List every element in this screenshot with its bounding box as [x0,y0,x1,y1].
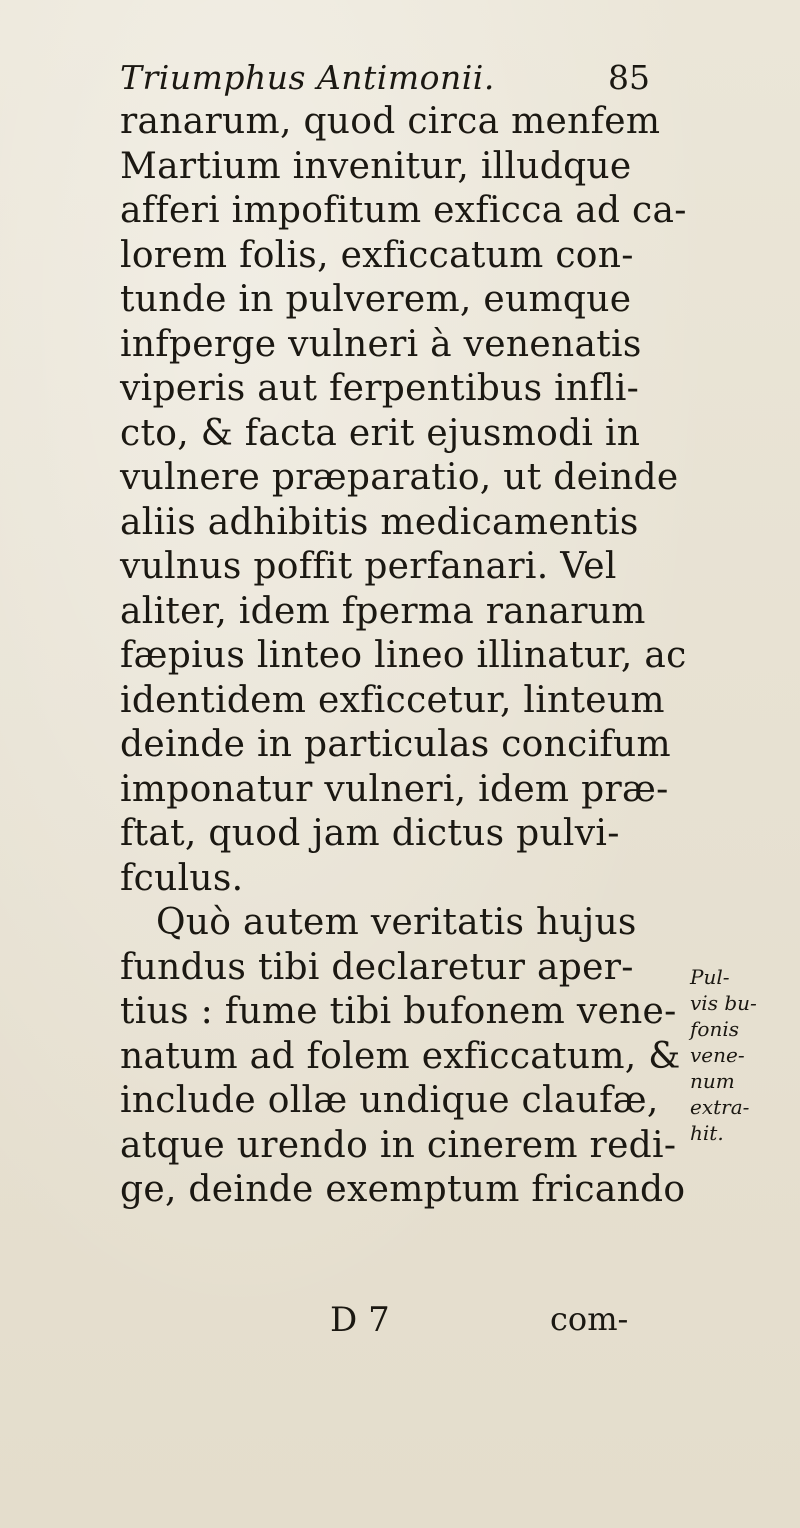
marginal-note-line: Pul- [690,965,730,989]
text-line: atque urendo in cinerem redi- [120,1124,677,1166]
text-line: tius : fume tibi bufonem vene- [120,991,677,1032]
text-line: ranarum, quod circa menfem [120,101,661,142]
text-line: cto, & facta erit ejusmodi in [120,412,641,454]
marginal-note-line: vene- [690,1043,745,1067]
marginal-note-line: hit. [690,1121,724,1145]
marginal-note [690,964,790,1146]
text-line: vulnus poffit perfanari. Vel [120,546,617,587]
text-line: lorem folis, exficcatum con- [120,234,634,276]
text-line: Quò autem veritatis hujus [156,902,637,943]
text-line: deinde in particulas concifum [120,724,671,765]
text-line: infperge vulneri à venenatis [120,323,642,365]
text-line: vulnere præparatio, ut deinde [120,457,679,498]
text-line: Martium invenitur, illudque [120,145,632,187]
signature-mark: D 7 [330,1300,390,1340]
text-line: imponatur vulneri, idem præ- [120,768,669,810]
text-line: ge, deinde exemptum fricando [120,1169,686,1210]
marginal-note-line: vis bu- [690,991,757,1015]
marginal-note-line: fonis [690,1017,739,1041]
text-line: ftat, quod jam dictus pulvi- [120,813,620,854]
text-line: aliter, idem fperma ranarum [120,590,646,632]
page-footer [120,1300,680,1344]
page-number: 85 [608,58,650,97]
text-line: identidem exficcetur, linteum [120,679,665,721]
text-line: natum ad folem exficcatum, & [120,1035,681,1077]
text-line: aliis adhibitis medicamentis [120,501,639,543]
marginal-note-line: num [690,1069,735,1093]
body-text [120,100,687,1213]
marginal-note-line: extra- [690,1095,750,1119]
text-line: fculus. [120,857,244,899]
text-line: fæpius linteo lineo illinatur, ac [120,635,687,676]
text-line: tunde in pulverem, eumque [120,279,632,320]
text-line: viperis aut ferpentibus infli- [120,368,640,409]
running-title: Triumphus Antimonii. [120,58,495,97]
text-line: afferi impofitum exficca ad ca- [120,190,687,231]
running-head [120,58,650,102]
text-line: include ollæ undique claufæ, [120,1080,659,1121]
text-line: fundus tibi declaretur aper- [120,946,634,988]
catchword: com- [550,1300,629,1338]
